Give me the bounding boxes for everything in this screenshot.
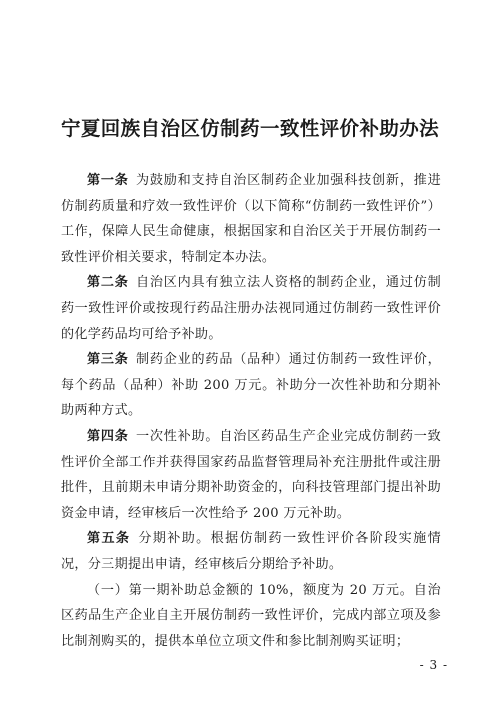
article-heading: 第二条 <box>87 275 129 291</box>
article-2 <box>61 270 441 347</box>
article-text: 为鼓励和支持自治区制药企业加强科技创新，推进仿制药质量和疗效一致性评价（以下简称“仿制药一致性评价”）工作，保障人民生命健康，根据国家和自治区关于开展仿制药一致性评价相关要求，特制定本办法。 <box>61 173 441 265</box>
article-1 <box>61 168 441 270</box>
document-title: 宁夏回族自治区仿制药一致性评价补助办法 <box>60 117 440 140</box>
article-heading: 第三条 <box>87 352 129 368</box>
page-number: - 3 - <box>419 658 448 672</box>
article-text: 自治区内具有独立法人资格的制药企业，通过仿制药一致性评价或按现行药品注册办法视同通过仿制药一致性评价的化学药品均可给予补助。 <box>61 275 441 342</box>
article-text: 制药企业的药品（品种）通过仿制药一致性评价，每个药品（品种）补助 200 万元。补助分一次性补助和分期补助两种方式。 <box>61 352 441 419</box>
article-text: 分期补助。根据仿制药一致性评价各阶段实施情况，分三期提出申请，经审核后分期给予补助。 <box>61 531 441 572</box>
article-3 <box>61 347 441 424</box>
article-5-item-1 <box>61 578 441 655</box>
article-heading: 第四条 <box>87 428 129 444</box>
article-heading: 第五条 <box>87 531 131 547</box>
article-heading: 第一条 <box>87 173 129 188</box>
article-4 <box>61 424 441 526</box>
article-text: （一）第一期补助总金额的 10%，额度为 20 万元。自治区药品生产企业自主开展仿制药一致性评价，完成内部立项及参比制剂购买的，提供本单位立项文件和参比制剂购买证明； <box>61 582 441 649</box>
document-body <box>61 168 441 654</box>
article-5 <box>61 526 441 577</box>
article-text: 一次性补助。自治区药品生产企业完成仿制药一致性评价全部工作并获得国家药品监督管理局补充注册批件或注册批件，且前期未申请分期补助资金的，向科技管理部门提出补助资金申请，经审核后一次性给予 200 万元补助。 <box>61 428 441 521</box>
